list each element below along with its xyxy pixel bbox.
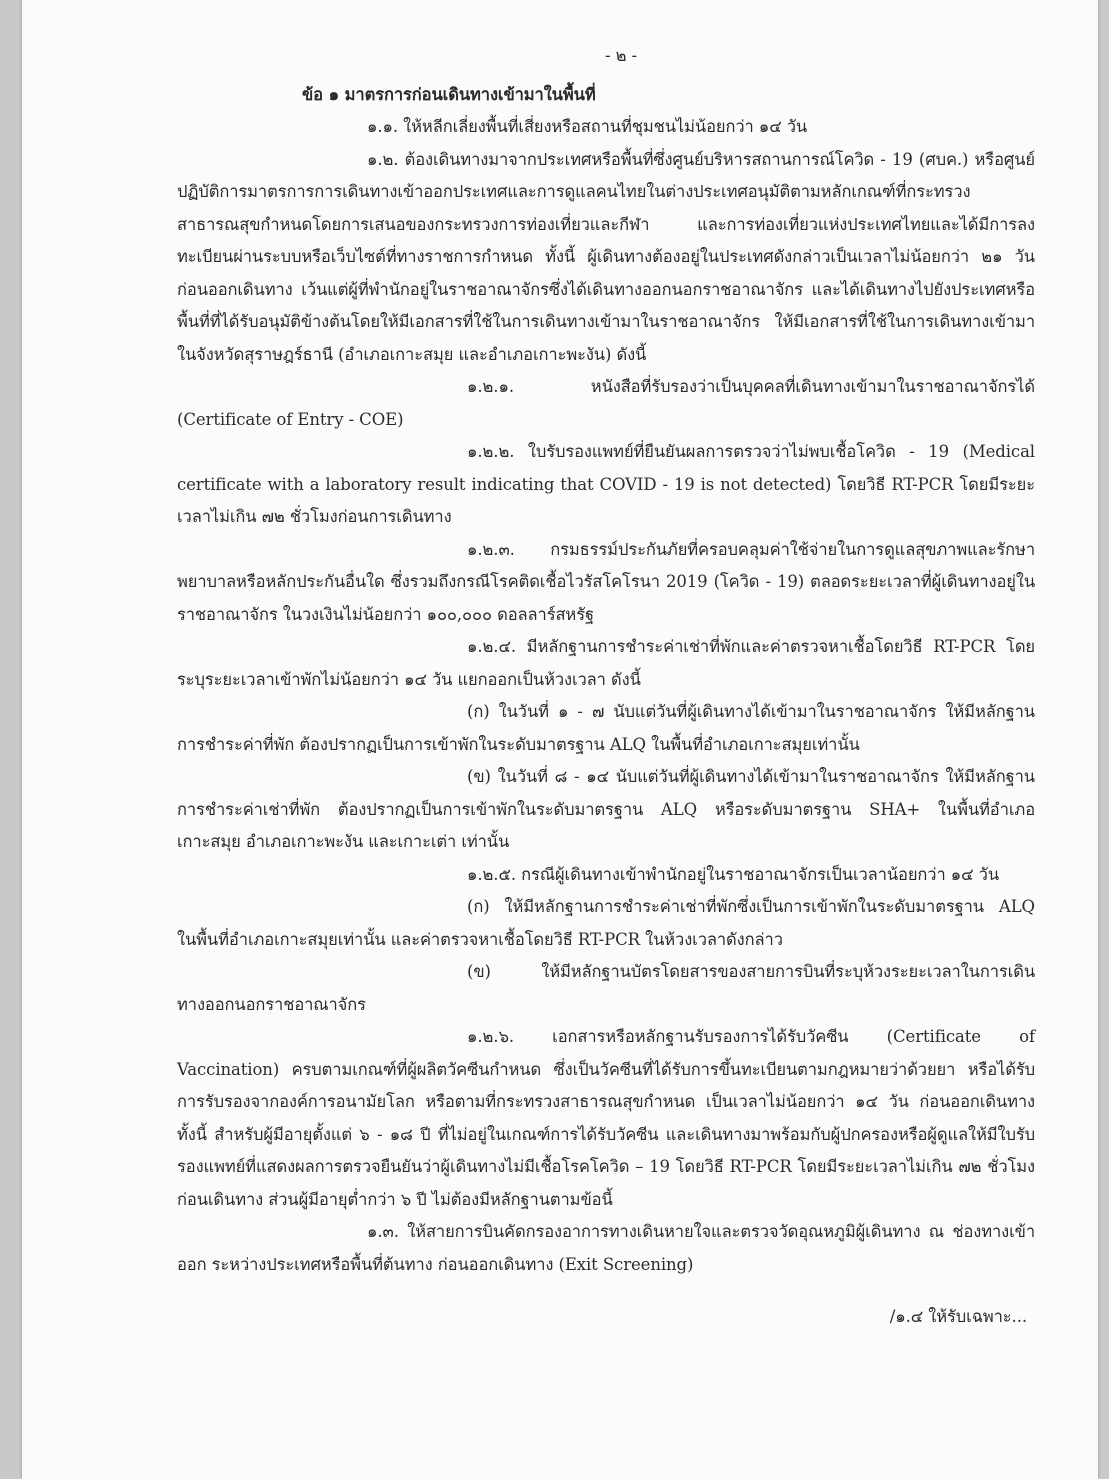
paragraph: ๑.๒. ต้องเดินทางมาจากประเทศหรือพื้นที่ซึ่งศูนย์บริหารสถานการณ์โควิด - 19 (ศบค.) หรือศูนย์ปฏิบัติการมาตรการการเดินทางเข้าออกประเทศและการดูแลคนไทยในต่างประเทศอนุมัติตามหลักเกณฑ์ที่กระทรวงสาธารณสุขกำหนดโดยการเสนอของกระทรวงการท่องเที่ยวและกีฬา และการท่องเที่ยวแห่งประเทศไทยและได้มีการลงทะเบียนผ่านระบบหรือเว็บไซต์ที่ทางราชการกำหนด ทั้งนี้ ผู้เดินทางต้องอยู่ในประเทศดังกล่าวเป็นเวลาไม่น้อยกว่า ๒๑ วันก่อนออกเดินทาง เว้นแต่ผู้ที่พำนักอยู่ในราชอาณาจักรซึ่งได้เดินทางออกนอกราชอาณาจักร และได้เดินทางไปยังประเทศหรือพื้นที่ที่ได้รับอนุมัติข้างต้นโดยให้มีเอกสารที่ใช้ในการเดินทางเข้ามาในราชอาณาจักร ให้มีเอกสารที่ใช้ในการเดินทางเข้ามาในจังหวัดสุราษฎร์ธานี (อำเภอเกาะสมุย และอำเภอเกาะพะงัน) ดังนี้ bbox=[177, 149, 1035, 364]
paragraph: ๑.๒.๔. มีหลักฐานการชำระค่าเช่าที่พักและค่าตรวจหาเชื้อโดยวิธี RT-PCR โดยระบุระยะเวลาเข้าพักไม่น้อยกว่า ๑๔ วัน แยกออกเป็นห้วงเวลา ดังนี้ bbox=[177, 637, 1035, 689]
paragraph: (ข) ให้มีหลักฐานบัตรโดยสารของสายการบินที่ระบุห้วงระยะเวลาในการเดินทางออกนอกราชอาณาจักร bbox=[177, 962, 1035, 1014]
paragraph-list bbox=[177, 111, 1035, 1281]
document-body bbox=[177, 40, 1035, 1334]
section-heading: ข้อ ๑ มาตรการก่อนเดินทางเข้ามาในพื้นที่ bbox=[302, 84, 596, 104]
continuation-footer: /๑.๔ ให้รับเฉพาะ... bbox=[889, 1307, 1027, 1326]
paragraph: ๑.๒.๑. หนังสือที่รับรองว่าเป็นบุคคลที่เดินทางเข้ามาในราชอาณาจักรได้ (Certificate of Entry - COE) bbox=[177, 377, 1035, 429]
paragraph: (ข) ในวันที่ ๘ - ๑๔ นับแต่วันที่ผู้เดินทางได้เข้ามาในราชอาณาจักร ให้มีหลักฐานการชำระค่าเช่าที่พัก ต้องปรากฏเป็นการเข้าพักในระดับมาตรฐาน ALQ หรือระดับมาตรฐาน SHA+ ในพื้นที่อำเภอเกาะสมุย อำเภอเกาะพะงัน และเกาะเต่า เท่านั้น bbox=[177, 767, 1035, 851]
paragraph: ๑.๓. ให้สายการบินคัดกรองอาการทางเดินหายใจและตรวจวัดอุณหภูมิผู้เดินทาง ณ ช่องทางเข้าออก ระหว่างประเทศหรือพื้นที่ต้นทาง ก่อนออกเดินทาง (Exit Screening) bbox=[177, 1222, 1035, 1274]
paragraph: ๑.๒.๖. เอกสารหรือหลักฐานรับรองการได้รับวัคซีน (Certificate of Vaccination) ครบตามเกณฑ์ที่ผู้ผลิตวัคซีนกำหนด ซึ่งเป็นวัคซีนที่ได้รับการขึ้นทะเบียนตามกฎหมายว่าด้วยยา หรือได้รับการรับรองจากองค์การอนามัยโลก หรือตามที่กระทรวงสาธารณสุขกำหนด เป็นเวลาไม่น้อยกว่า ๑๔ วัน ก่อนออกเดินทาง ทั้งนี้ สำหรับผู้มีอายุตั้งแต่ ๖ - ๑๘ ปี ที่ไม่อยู่ในเกณฑ์การได้รับวัคซีน และเดินทางมาพร้อมกับผู้ปกครองหรือผู้ดูแลให้มีใบรับรองแพทย์ที่แสดงผลการตรวจยืนยันว่าผู้เดินทางไม่มีเชื้อโรคโควิด – 19 โดยวิธี RT-PCR โดยมีระยะเวลาไม่เกิน ๗๒ ชั่วโมงก่อนเดินทาง ส่วนผู้มีอายุต่ำกว่า ๖ ปี ไม่ต้องมีหลักฐานตามข้อนี้ bbox=[177, 1027, 1035, 1209]
paragraph: ๑.๑. ให้หลีกเลี่ยงพื้นที่เสี่ยงหรือสถานที่ชุมชนไม่น้อยกว่า ๑๔ วัน bbox=[367, 117, 808, 136]
paragraph: ๑.๒.๓. กรมธรรม์ประกันภัยที่ครอบคลุมค่าใช้จ่ายในการดูแลสุขภาพและรักษาพยาบาลหรือหลักประกันอื่นใด ซึ่งรวมถึงกรณีโรคติดเชื้อไวรัสโคโรนา 2019 (โควิด - 19) ตลอดระยะเวลาที่ผู้เดินทางอยู่ในราชอาณาจักร ในวงเงินไม่น้อยกว่า ๑๐๐,๐๐๐ ดอลลาร์สหรัฐ bbox=[177, 539, 1035, 624]
document-page bbox=[22, 0, 1098, 1479]
page-number: - ๒ - bbox=[604, 46, 638, 65]
paragraph: (ก) ให้มีหลักฐานการชำระค่าเช่าที่พักซึ่งเป็นการเข้าพักในระดับมาตรฐาน ALQ ในพื้นที่อำเภอเกาะสมุยเท่านั้น และค่าตรวจหาเชื้อโดยวิธี RT-PCR ในห้วงเวลาดังกล่าว bbox=[177, 897, 1035, 949]
paragraph: ๑.๒.๒. ใบรับรองแพทย์ที่ยืนยันผลการตรวจว่าไม่พบเชื้อโควิด - 19 (Medical certificate with a laboratory result indicating that COVID - 19 is not detected) โดยวิธี RT-PCR โดยมีระยะเวลาไม่เกิน ๗๒ ชั่วโมงก่อนการเดินทาง bbox=[177, 442, 1035, 526]
paragraph: ๑.๒.๕. กรณีผู้เดินทางเข้าพำนักอยู่ในราชอาณาจักรเป็นเวลาน้อยกว่า ๑๔ วัน bbox=[467, 864, 1000, 884]
paragraph: (ก) ในวันที่ ๑ - ๗ นับแต่วันที่ผู้เดินทางได้เข้ามาในราชอาณาจักร ให้มีหลักฐานการชำระค่าที่พัก ต้องปรากฏเป็นการเข้าพักในระดับมาตรฐาน ALQ ในพื้นที่อำเภอเกาะสมุยเท่านั้น bbox=[177, 702, 1035, 754]
